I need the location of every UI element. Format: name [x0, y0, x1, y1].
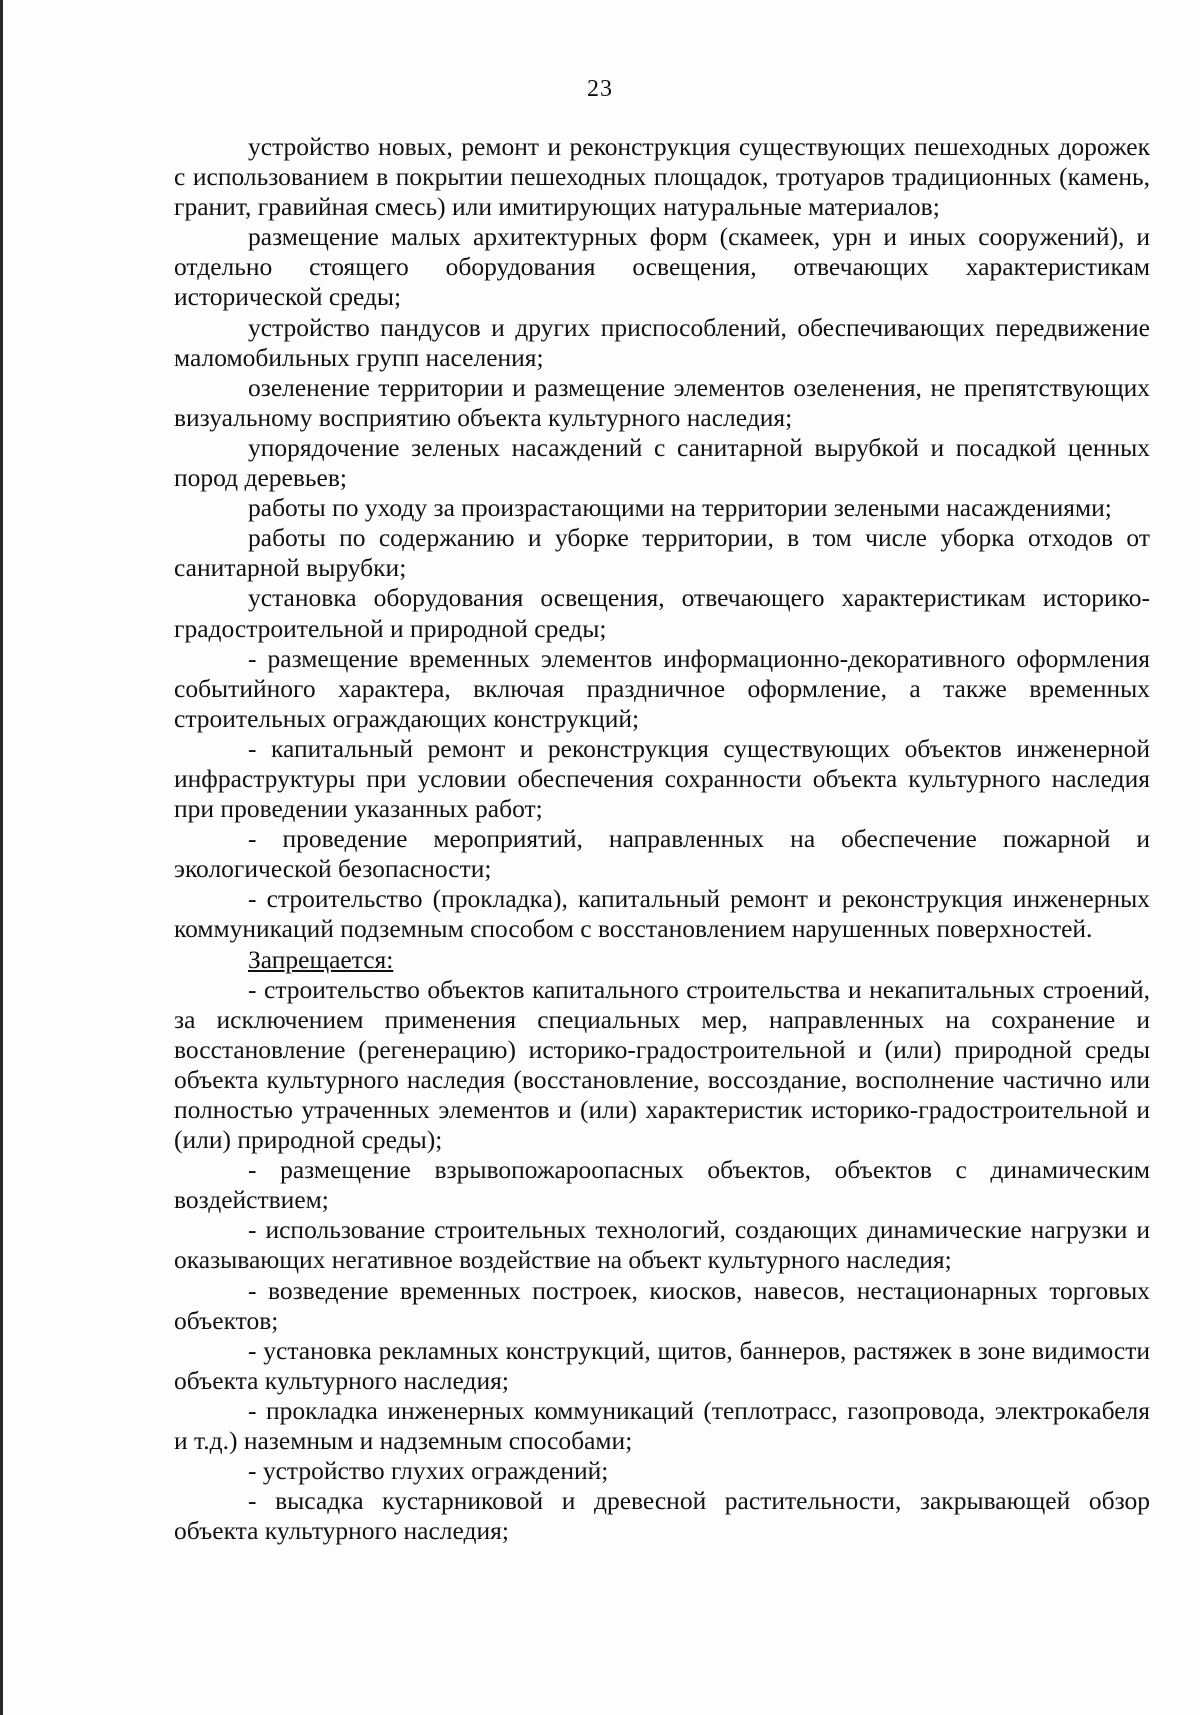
paragraph: - размещение временных элементов информационно-декоративного оформления событийного характера, включая праздничное оформление, а также временных строительных ограждающих конструкций; — [174, 643, 1150, 733]
paragraph: - установка рекламных конструкций, щитов, баннеров, растяжек в зоне видимости объекта культурного наследия; — [174, 1335, 1150, 1395]
paragraph: работы по уходу за произрастающими на территории зелеными насаждениями; — [248, 493, 1112, 523]
prohibited-heading — [174, 945, 1150, 975]
paragraph: установка оборудования освещения, отвечающего характеристикам историко-градостроительной и природной среды; — [174, 583, 1150, 643]
paragraph: - высадка кустарниковой и древесной растительности, закрывающей обзор объекта культурного наследия; — [174, 1486, 1150, 1546]
scan-edge — [0, 0, 3, 1715]
paragraph: устройство новых, ремонт и реконструкция существующих пешеходных дорожек с использованием в покрытии пешеходных площадок, тротуаров традиционных (камень, гранит, гравийная смесь) или имитирующих натуральные материалов; — [174, 132, 1150, 222]
paragraph: - капитальный ремонт и реконструкция существующих объектов инженерной инфраструктуры при условии обеспечения сохранности объекта культурного наследия при проведении указанных работ; — [174, 733, 1150, 824]
permitted-works-list — [174, 132, 1150, 945]
paragraph: работы по содержанию и уборке территории, в том числе уборка отходов от санитарной вырубки; — [174, 523, 1150, 583]
paragraph: устройство пандусов и других приспособлений, обеспечивающих передвижение маломобильных групп населения; — [174, 312, 1150, 372]
paragraph: - размещение взрывопожароопасных объектов, объектов с динамическим воздействием; — [174, 1155, 1150, 1215]
document-body — [174, 132, 1150, 1546]
paragraph: размещение малых архитектурных форм (скамеек, урн и иных сооружений), и отдельно стоящего оборудования освещения, отвечающих характеристикам исторической среды; — [174, 222, 1150, 312]
prohibited-works-list — [174, 975, 1150, 1547]
paragraph: - строительство (прокладка), капитальный ремонт и реконструкция инженерных коммуникаций подземным способом с восстановлением нарушенных поверхностей. — [174, 884, 1150, 944]
paragraph: - прокладка инженерных коммуникаций (теплотрасс, газопровода, электрокабеля и т.д.) наземным и надземным способами; — [174, 1395, 1150, 1456]
paragraph: - использование строительных технологий, создающих динамические нагрузки и оказывающих негативное воздействие на объект культурного наследия; — [174, 1215, 1150, 1275]
paragraph: - строительство объектов капитального строительства и некапитальных строений, за исключением применения специальных мер, направленных на сохранение и восстановление (регенерацию) историко-градостроительной и (или) природной среды объекта культурного наследия (восстановление, воссоздание, восполнение частично или полностью утраченных элементов и (или) характеристик историко-градостроительной и (или) природной среды); — [174, 974, 1150, 1155]
page-number: 23 — [587, 76, 613, 102]
paragraph: - устройство глухих ограждений; — [248, 1456, 609, 1486]
paragraph: - проведение мероприятий, направленных на обеспечение пожарной и экологической безопасности; — [174, 824, 1150, 884]
paragraph: - возведение временных построек, киосков, навесов, нестационарных торговых объектов; — [174, 1275, 1150, 1335]
paragraph: упорядочение зеленых насаждений с санитарной вырубкой и посадкой ценных пород деревьев; — [174, 432, 1150, 493]
prohibited-heading-text: Запрещается: — [248, 944, 394, 974]
paragraph: озеленение территории и размещение элементов озеленения, не препятствующих визуальному восприятию объекта культурного наследия; — [174, 372, 1150, 432]
